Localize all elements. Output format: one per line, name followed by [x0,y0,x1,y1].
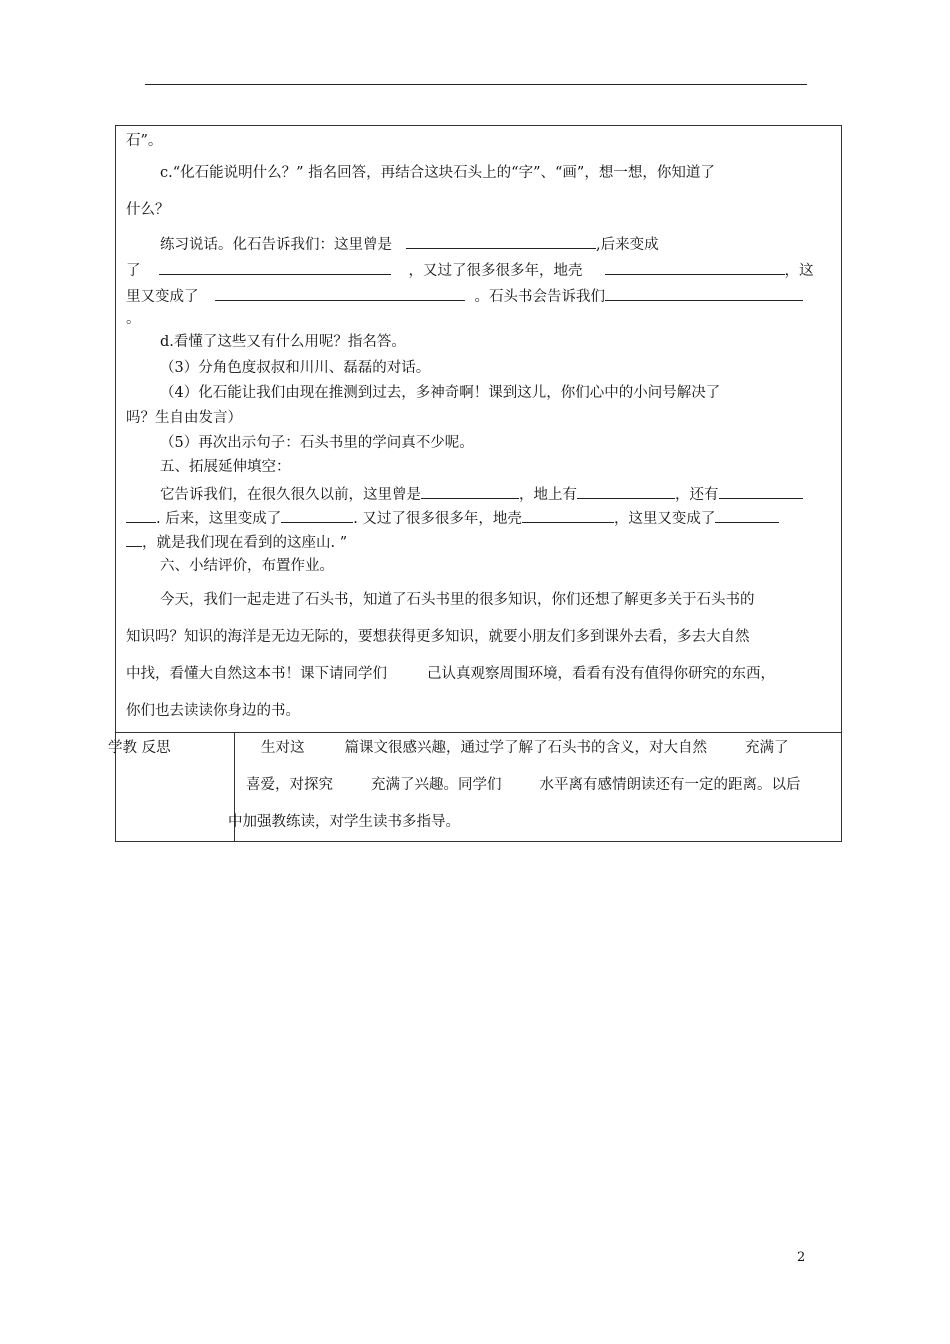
text-line: 你们也去读读你身边的书。 [126,703,300,719]
page-number: 2 [797,1250,806,1265]
reflection-text: 中加强教练读，对学生读书多指导。 [228,814,460,830]
fill-blank [281,507,353,523]
reflection-text: 喜爱，对探究 充满了兴趣。同学们 水平离有感情朗读还有一定的距离。以后 [246,777,801,793]
text-line: 石”。 [126,133,163,149]
text-line: 。 [126,311,141,327]
fill-blank [522,507,614,523]
table-row-divider [116,732,841,733]
reflection-text: 生对这 篇课文很感兴趣，通过学了解了石头书的含义，对大自然 充满了 [261,740,789,756]
text-line: （4）化石能让我们由现在推测到过去，多神奇啊！课到这儿，你们心中的小问号解决了 [160,385,721,401]
section-heading: 五、拓展延伸填空： [160,459,291,475]
fill-blank [421,483,519,499]
fill-blank [605,259,785,275]
text-line: （3）分角色度叔叔和川川、磊磊的对话。 [160,360,431,376]
text-line: 什么？ [126,202,170,218]
speaking-practice-line: 了 ，又过了很多很多年，地壳 ，这 [126,259,814,281]
speaking-practice-line: 里又变成了 。石头书会告诉我们 [126,285,803,307]
fill-blank [719,483,803,499]
text-line: 知识吗？知识的海洋是无边无际的，要想获得更多知识，就要小朋友们多到课外去看，多去大自然 [126,629,750,645]
fill-blank [126,531,142,547]
fill-blank [605,285,803,301]
header-rule [145,84,807,85]
section-heading: 六、小结评价，布置作业。 [160,558,334,574]
extension-fill-line: 它告诉我们，在很久很久以前，这里曾是 ，地上有 ，还有 [160,483,803,505]
lesson-table [108,125,842,842]
fill-blank [159,259,391,275]
fill-blank [715,507,779,523]
text-line: 中找，看懂大自然这本书！课下请同学们 己认真观察周围环境，看看有没有值得你研究的东西， [126,666,775,682]
extension-fill-line: . 后来，这里变成了 . 又过了很多很多年，地壳 ，这里又变成了 [126,507,779,529]
text-line: 今天，我们一起走进了石头书，知道了石头书里的很多知识，你们还想了解更多关于石头书的 [160,592,755,608]
reflection-label: 学教 反思 [108,740,171,756]
fill-blank [577,483,675,499]
fill-blank [406,233,596,249]
text-line: d.看懂了这些又有什么用呢？指名答。 [160,334,406,350]
speaking-practice-line: 练习说话。化石告诉我们：这里曾是 ,后来变成 [160,233,659,255]
extension-fill-line: ，就是我们现在看到的这座山. ” [126,531,347,553]
text-line: （5）再次出示句子：石头书里的学问真不少呢。 [160,435,474,451]
text-line: 吗？生自由发言） [126,410,242,426]
fill-blank [215,285,465,301]
text-line: c.“化石能说明什么？” 指名回答，再结合这块石头上的“字”、“画”，想一想，你知道了 [160,165,715,181]
lesson-content-cell [116,126,841,732]
fill-blank [126,507,156,523]
